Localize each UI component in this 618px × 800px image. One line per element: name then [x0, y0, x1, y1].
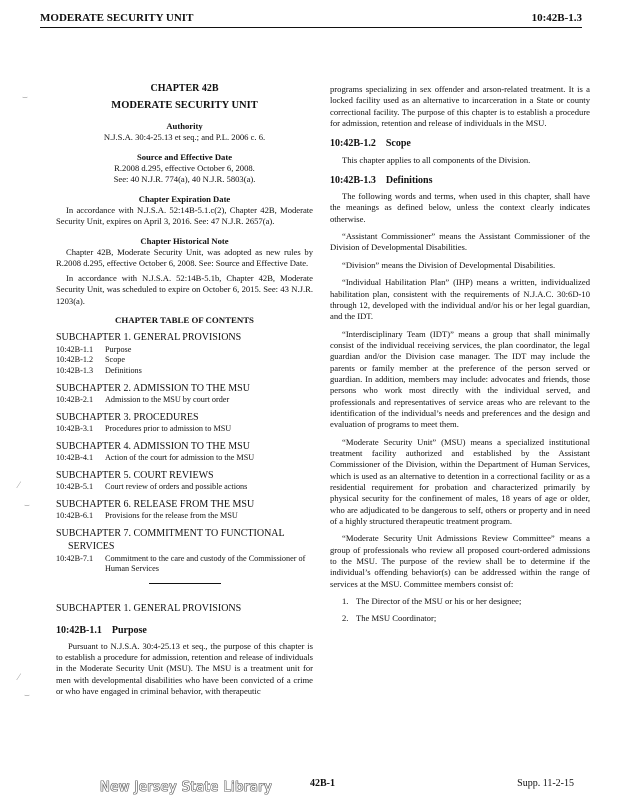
left-column — [56, 82, 313, 697]
section-body: The following words and terms, when used in this chapter, shall have the meanings as defined below, unless the context clearly indicates otherwise. — [330, 191, 590, 224]
toc-subchapter[interactable]: SUBCHAPTER 1. GENERAL PROVISIONS — [56, 332, 242, 344]
source-heading: Source and Effective Date — [136, 151, 233, 162]
toc-title: CHAPTER TABLE OF CONTENTS — [115, 314, 254, 325]
section-body-cont: programs specializing in sex offender and arson-related treatment. It is a locked facility used as an alternative to incarceration in a State or county correctional facility. The purpose of this chapter is to establish a procedure for admission, retention and release of individuals in the MSU. — [330, 84, 590, 129]
library-watermark: New Jersey State Library — [100, 780, 273, 795]
chapter-name: MODERATE SECURITY UNIT — [111, 100, 258, 112]
table-of-contents — [56, 331, 313, 575]
toc-subchapter[interactable]: SUBCHAPTER 7. COMMITMENT TO FUNCTIONAL — [56, 528, 285, 540]
page-number: 42B-1 — [310, 778, 335, 789]
header-title: MODERATE SECURITY UNIT — [40, 12, 194, 24]
toc-subchapter[interactable]: SUBCHAPTER 5. COURT REVIEWS — [56, 470, 214, 482]
list-item: 2. The MSU Coordinator; — [342, 613, 437, 624]
toc-entry[interactable]: 10:42B-6.1 Provisions for the release from the MSU — [56, 511, 238, 521]
toc-entry[interactable]: 10:42B-5.1 Court review of orders and possible actions — [56, 482, 248, 492]
margin-mark: ⁄ — [18, 672, 20, 682]
margin-mark: ⌣ — [24, 690, 30, 700]
list-item: 1. The Director of the MSU or his or her designee; — [342, 596, 522, 607]
toc-entry[interactable]: 10:42B-1.2 Scope — [56, 355, 126, 365]
toc-entry[interactable]: 10:42B-7.1 Commitment to the care and custody of the Commissioner of Human Services — [56, 553, 306, 574]
supplement-date: Supp. 11-2-15 — [517, 778, 574, 789]
toc-subchapter[interactable]: SUBCHAPTER 3. PROCEDURES — [56, 412, 199, 424]
subchapter-heading: SUBCHAPTER 1. GENERAL PROVISIONS — [56, 603, 242, 615]
toc-subchapter[interactable]: SUBCHAPTER 6. RELEASE FROM THE MSU — [56, 499, 255, 511]
toc-entry[interactable]: 10:42B-3.1 Procedures prior to admission to MSU — [56, 424, 232, 434]
expiration-text: In accordance with N.J.S.A. 52:14B-5.1.c(2), Chapter 42B, Moderate Security Unit, expires on April 3, 2016. See: 47 N.J.R. 2657(a). — [56, 205, 313, 227]
section-heading: 10:42B-1.1 Purpose — [56, 625, 147, 637]
toc-entry[interactable]: 10:42B-4.1 Action of the court for admission to the MSU — [56, 453, 255, 463]
page-footer — [40, 778, 582, 796]
margin-mark: ⁄ — [18, 480, 20, 490]
definition: “Assistant Commissioner” means the Assistant Commissioner of the Division of Developmental Disabilities. — [330, 231, 590, 253]
toc-entry[interactable]: 10:42B-1.1 Purpose — [56, 344, 132, 354]
section-heading: 10:42B-1.3 Definitions — [330, 174, 433, 186]
right-column — [330, 84, 590, 625]
section-body: This chapter applies to all components of the Division. — [342, 154, 531, 165]
definition: “Moderate Security Unit Admissions Review Committee” means a group of professionals who review all proposed court-ordered admissions to the MSU. The purpose of the review shall be to determine if the individual’s offending behavior(s) can be addressed within the range of services at the MSU. Committee members consist of: — [330, 533, 590, 589]
history-text: In accordance with N.J.S.A. 52:14B-5.1b, Chapter 42B, Moderate Security Unit, was scheduled to expire on October 6, 2015. See: 43 N.J.R. 1203(a). — [56, 272, 313, 306]
authority-text: N.J.S.A. 30:4-25.13 et seq.; and P.L. 2006 c. 6. — [103, 132, 266, 143]
definition: “Individual Habilitation Plan” (IHP) means a written, individualized habilitation plan, consistent with the requirements of N.J.A.C. 30:6D-10 through 12, developed with the individual and/or his or her legal guardian, and the IDT. — [330, 277, 590, 322]
margin-mark: ⌣ — [22, 92, 28, 102]
toc-subchapter[interactable]: SUBCHAPTER 2. ADMISSION TO THE MSU — [56, 383, 250, 395]
definition: “Interdisciplinary Team (IDT)” means a group that shall minimally consist of the individual receiving services, the plan coordinator, the legal guardian and/or the Division case manager. The IDT may include the parents or family member at the preference of the person served or guardian. In addition, members may include: advocates and friends, those persons who work most directly with the individual served, and professionals and representatives of service areas who are relevant to the identification of the individual’s needs and preferences and the design and evaluation of programs to meet them. — [330, 328, 590, 430]
definition: “Division” means the Division of Developmental Disabilities. — [342, 259, 556, 270]
section-heading: 10:42B-1.2 Scope — [330, 138, 411, 150]
chapter-number: CHAPTER 42B — [150, 83, 219, 94]
authority-heading: Authority — [166, 121, 203, 132]
definition: “Moderate Security Unit” (MSU) means a specialized institutional treatment facility authorized and established by the Assistant Commissioner of the Division, within the Department of Human Services, which is used as an alternative to detention in a correctional facility or as a residential requirement for probation and characterized primarily by physical security for the confinement of males, 18 years of age or older, who are adjudicated to be dangerous to self, others or property and in need of a highly structured therapeutic treatment program. — [330, 436, 590, 527]
toc-entry[interactable]: 10:42B-2.1 Admission to the MSU by court order — [56, 395, 230, 405]
running-header — [40, 12, 582, 28]
header-section: 10:42B-1.3 — [531, 12, 582, 24]
history-text: Chapter 42B, Moderate Security Unit, was adopted as new rules by R.2008 d.295, effective October 6, 2008. See: Source and Effective Date. — [56, 247, 313, 269]
toc-subchapter-cont: SERVICES — [68, 541, 115, 553]
history-heading: Chapter Historical Note — [140, 235, 229, 246]
source-line: See: 40 N.J.R. 774(a), 40 N.J.R. 5803(a). — [113, 174, 256, 185]
margin-mark: ⌣ — [24, 500, 30, 510]
section-body: Pursuant to N.J.S.A. 30:4-25.13 et seq., the purpose of this chapter is to establish a procedure for admission, retention and release of individuals in the Moderate Security Unit (MSU). The MSU is a treatment unit for men with developmental disabilities who have been convicted of a crime or who have engaged in criminal behavior, with therapeutic — [56, 640, 313, 696]
source-line: R.2008 d.295, effective October 6, 2008. — [114, 163, 255, 174]
toc-subchapter[interactable]: SUBCHAPTER 4. ADMISSION TO THE MSU — [56, 441, 250, 453]
section-divider — [149, 583, 221, 584]
toc-entry[interactable]: 10:42B-1.3 Definitions — [56, 366, 142, 376]
expiration-heading: Chapter Expiration Date — [138, 193, 231, 204]
